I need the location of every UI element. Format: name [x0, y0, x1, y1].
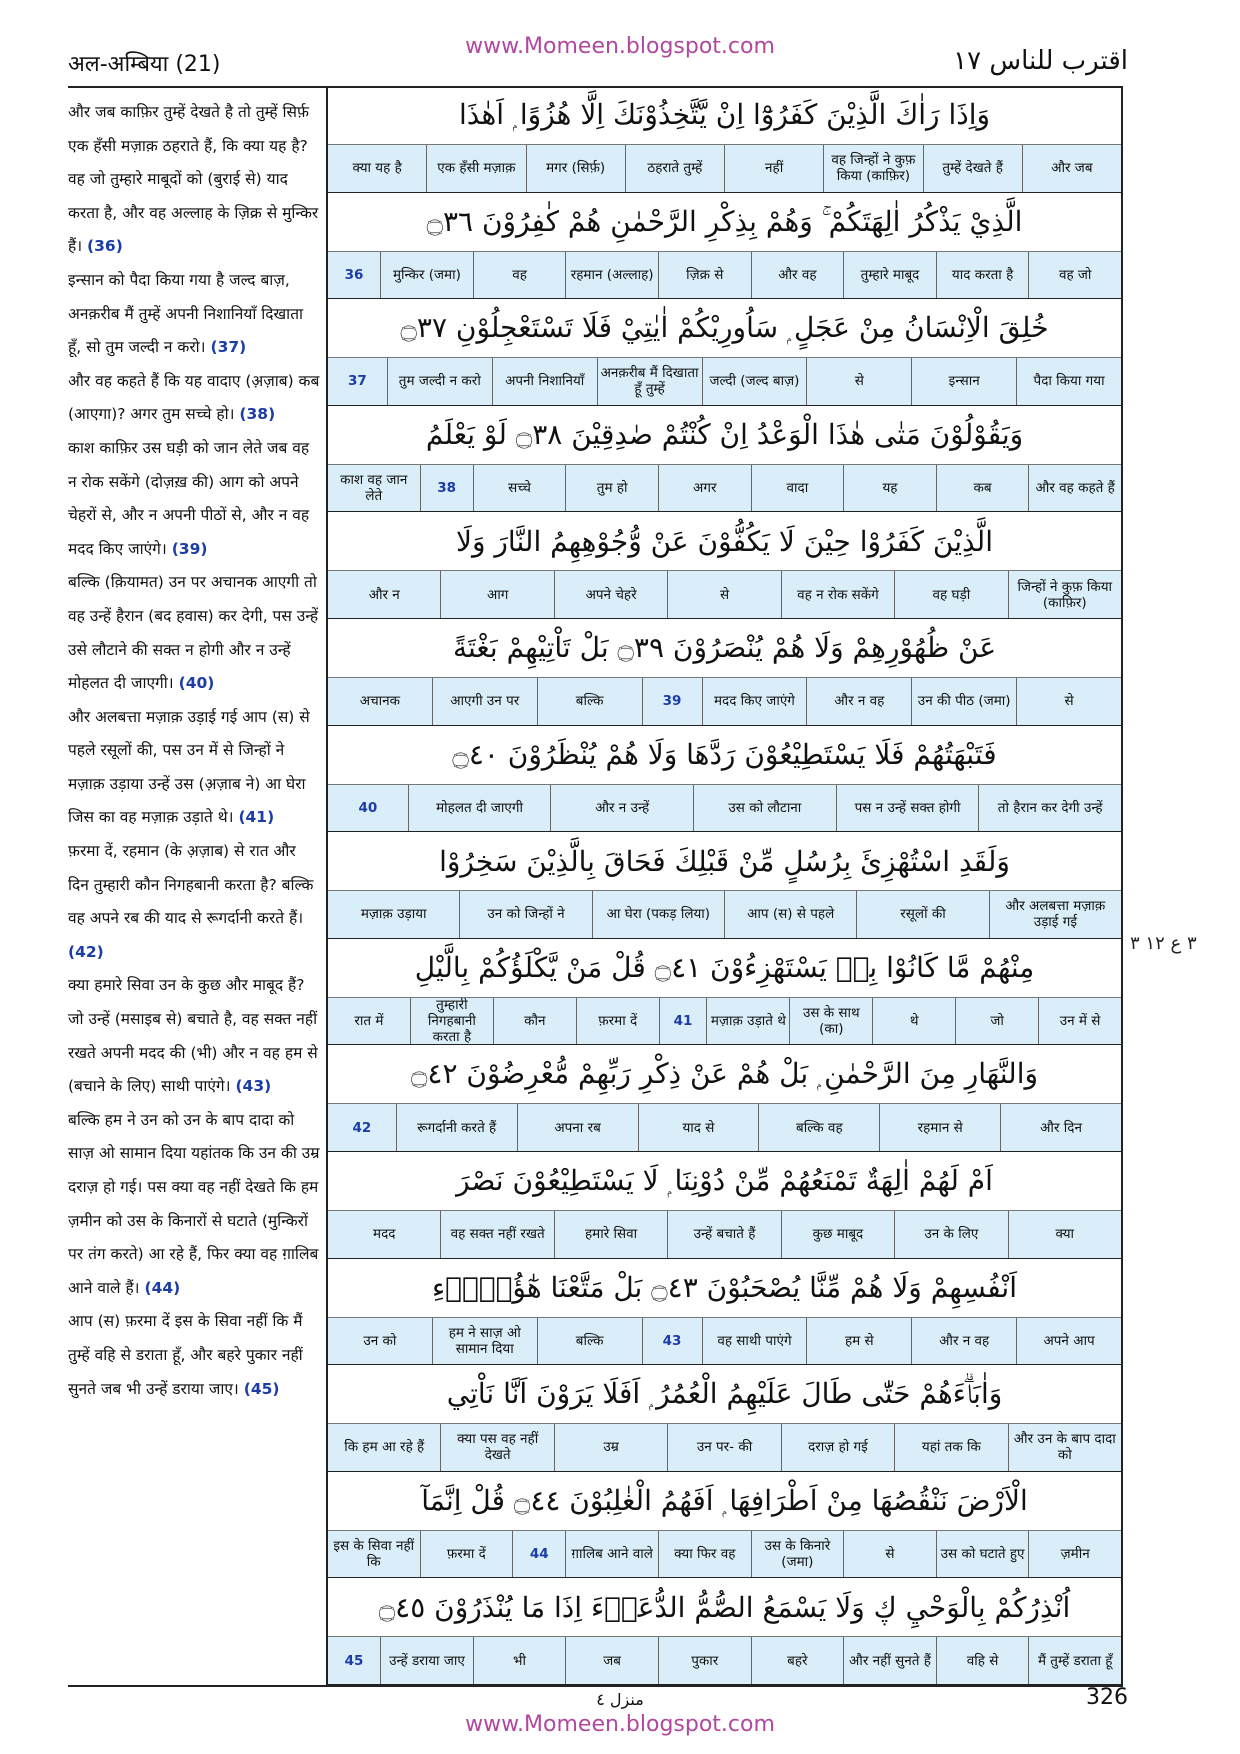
word-meaning-cell: तुम हो	[565, 465, 658, 512]
word-meaning-cell: हम से	[806, 1318, 911, 1365]
verse-number-cell: 43	[642, 1318, 702, 1365]
word-meaning-cell: रहमान (अल्लाह)	[565, 252, 658, 299]
word-meaning-cell: बल्कि	[537, 678, 642, 725]
word-meaning-cell: बल्कि वह	[758, 1104, 879, 1151]
word-meaning-cell: यह	[843, 465, 936, 512]
verse-number: (43)	[235, 1077, 272, 1096]
word-meaning-cell: मगर (सिर्फ़)	[526, 145, 625, 192]
word-meaning-row	[328, 1637, 1121, 1684]
arabic-line: فَتَبْهَتُهُمْ فَلَا يَسْتَطِيْعُوْنَ رَدَّهَا وَلَا هُمْ يُنْظَرُوْنَ ۝٤٠	[328, 726, 1121, 785]
word-meaning-cell: सच्चे	[473, 465, 566, 512]
word-meaning-cell: पुकार	[658, 1637, 751, 1684]
word-meaning-cell: तुम्हारे माबूद	[843, 252, 936, 299]
verse-block	[328, 1259, 1121, 1366]
word-meaning-cell: तुम जल्दी न करो	[387, 358, 492, 405]
word-meaning-row	[328, 465, 1121, 512]
manzil-label: منزل ٤	[596, 1690, 644, 1709]
word-meaning-cell: से	[806, 358, 911, 405]
word-meaning-cell: ज़िक्र से	[658, 252, 751, 299]
verse-number: (44)	[144, 1278, 181, 1297]
arabic-line: الْاَرْضَ نَنْقُصُهَا مِنْ اَطْرَافِهَا ۭ اَفَهُمُ الْغٰلِبُوْنَ ۝٤٤ قُلْ اِنَّمَآ	[328, 1472, 1121, 1531]
word-meaning-cell: उस के साथ (का)	[789, 998, 872, 1045]
verse-block	[328, 939, 1121, 1046]
word-meaning-cell: उन को	[363, 1332, 397, 1349]
word-meaning-cell: कौन	[493, 998, 576, 1045]
word-meaning-cell: जिन्हों ने कुफ़ किया (काफ़िर)	[1008, 571, 1121, 618]
word-meaning-cell: अपने चेहरे	[554, 571, 667, 618]
word-meaning-cell: वह साथी पाएंगे	[702, 1318, 807, 1365]
word-meaning-row	[328, 1318, 1121, 1365]
word-meaning-cell: याद से	[638, 1104, 759, 1151]
arabic-line: اُنْذِرُكُمْ بِالْوَحْيِ ڮ وَلَا يَسْمَعُ الصُّمُّ الدُّعَاۗءَ اِذَا مَا يُنْذَرُوْنَ ۝٤٥	[328, 1578, 1121, 1637]
verse-block	[328, 726, 1121, 833]
word-meaning-cell: कब	[936, 465, 1029, 512]
word-meaning-cell: और न वह	[911, 1318, 1016, 1365]
verse-number: (42)	[68, 942, 104, 961]
translation-text: और अलबत्ता मज़ाक़ उड़ाई गई आप (स) से पहले रसूलों की, पस उन में से जिन्हों ने मज़ाक़ उड़ाया उन्हें उस (अ़ज़ाब ने) आ घेरा जिस का वह मज़ाक़ उड़ाते थे।	[68, 707, 310, 827]
verse-number: (40)	[178, 674, 215, 693]
arabic-line: الَّذِيْ يَذْكُرُ اٰلِهَتَكُمْ ۚ وَهُمْ بِذِكْرِ الرَّحْمٰنِ هُمْ كٰفِرُوْنَ ۝٣٦	[328, 193, 1121, 252]
verse-block	[328, 1472, 1121, 1579]
verse-number-cell: 38	[420, 465, 473, 512]
translation-text: और वह कहते हैं कि यह वादाए (अ़ज़ाब) कब (आएगा)? अगर तुम सच्चे हो।	[68, 371, 320, 424]
verse-number: (36)	[87, 237, 123, 256]
word-meaning-cell: इस के सिवा नहीं कि	[333, 1538, 415, 1571]
verse-block	[328, 1365, 1121, 1472]
translation-paragraph	[68, 1305, 321, 1406]
word-meaning-cell: थे	[872, 998, 955, 1045]
translation-text: क्या हमारे सिवा उन के कुछ और माबूद हैं? जो उन्हें (मसाइब से) बचाते है, वह सक्त नहीं रखते अपनी मदद की (भी) और न वह हम से (बचाने के लिए) साथी पाएंगे।	[68, 976, 318, 1096]
word-meaning-cell: क्या पस वह नहीं देखते	[440, 1424, 553, 1471]
verse-number-cell: 42	[352, 1119, 372, 1136]
translation-paragraph	[68, 701, 321, 835]
translation-text: बल्कि हम ने उन को उन के बाप दादा को साज़ ओ सामान दिया यहांतक कि उन की उम्र दराज़ हो गई। पस क्या वह नहीं देखते कि हम ज़मीन को उस के किनारों से घटाते (मुन्किरों पर तंग करते) आ रहे हैं, फिर क्या वह ग़ालिब आने वाले हैं।	[68, 1110, 320, 1297]
word-meaning-cell: क्या	[1008, 1211, 1121, 1258]
word-meaning-cell: उन्हें बचाते हैं	[667, 1211, 780, 1258]
translation-text: आप (स) फ़रमा दें इस के सिवा नहीं कि मैं तुम्हें वहि से डराता हूँ, और बहरे पुकार नहीं सुनते जब भी उन्हें डराया जाए।	[68, 1312, 303, 1398]
word-meaning-cell: से	[1016, 678, 1121, 725]
word-meaning-cell: बल्कि	[537, 1318, 642, 1365]
word-meaning-cell: अनक़रीब मैं दिखाता हूँ तुम्हें	[597, 358, 702, 405]
translation-text: फ़रमा दें, रहमान (के अ़ज़ाब) से रात और दिन तुम्हारी कौन निगहबानी करता है? बल्कि वह अपने रब की याद से रूगर्दानी करते हैं।	[68, 842, 314, 928]
word-meaning-cell: जो	[955, 998, 1038, 1045]
arabic-line: وَيَقُوْلُوْنَ مَتٰى هٰذَا الْوَعْدُ اِنْ كُنْتُمْ صٰدِقِيْنَ ۝٣٨ لَوْ يَعْلَمُ	[328, 406, 1121, 465]
verse-block	[328, 86, 1121, 193]
verse-block	[328, 299, 1121, 406]
word-meaning-cell: वह सक्त नहीं रखते	[440, 1211, 553, 1258]
word-meaning-cell: एक हँसी मज़ाक़	[426, 145, 525, 192]
word-meaning-row	[328, 571, 1121, 618]
verse-block	[328, 512, 1121, 619]
word-meaning-cell: फ़रमा दें	[420, 1531, 513, 1578]
word-meaning-cell: उन्हें डराया जाए	[380, 1637, 473, 1684]
arabic-line: وَلَقَدِ اسْتُهْزِئَ بِرُسُلٍ مِّنْ قَبْلِكَ فَحَاقَ بِالَّذِيْنَ سَخِرُوْا	[328, 832, 1121, 891]
word-meaning-cell: और उन के बाप दादा को	[1008, 1424, 1121, 1471]
word-meaning-cell: क्या फिर वह	[658, 1531, 751, 1578]
word-meaning-cell: और न वह	[806, 678, 911, 725]
translation-paragraph	[68, 264, 321, 365]
word-meaning-cell: और दिन	[1000, 1104, 1121, 1151]
word-meaning-cell: आग	[440, 571, 553, 618]
translation-text: काश काफ़िर उस घड़ी को जान लेते जब वह न रोक सकेंगे (दोज़ख़ की) आग को अपने चेहरों से, और न अपनी पीठों से, और न वह मदद किए जाएंगे।	[68, 438, 310, 558]
word-meaning-cell: उस को घटाते हुए	[936, 1531, 1029, 1578]
word-meaning-row	[328, 1531, 1121, 1578]
word-meaning-cell: जब	[565, 1637, 658, 1684]
arabic-line: اَنْفُسِهِمْ وَلَا هُمْ مِّنَّا يُصْحَبُوْنَ ۝٤٣ بَلْ مَتَّعْنَا هٰٓؤُلَاۗءِ	[328, 1259, 1121, 1318]
word-meaning-cell: तुम्हारी निगहबानी करता है	[410, 998, 493, 1045]
word-meaning-cell: इन्सान	[911, 358, 1016, 405]
word-meaning-cell: याद करता है	[936, 252, 1029, 299]
word-meaning-cell: उम्र	[554, 1424, 667, 1471]
word-meaning-cell: मदद किए जाएंगे	[702, 678, 807, 725]
word-meaning-cell: और न	[368, 586, 400, 603]
translation-text: इन्सान को पैदा किया गया है जल्द बाज़, अनक़रीब मैं तुम्हें अपनी निशानियाँ दिखाता हूँ, सो तुम जल्दी न करो।	[68, 270, 304, 357]
verse-number-cell: 44	[512, 1531, 565, 1578]
word-meaning-cell: कि हम आ रहे हैं	[344, 1439, 425, 1456]
word-meaning-cell: और वह	[751, 252, 844, 299]
word-meaning-cell: उस के किनारे (जमा)	[751, 1531, 844, 1578]
word-meaning-cell: अपना रब	[517, 1104, 638, 1151]
word-meaning-cell: अचानक	[359, 693, 401, 710]
word-meaning-row	[328, 891, 1121, 938]
word-meaning-cell: और नहीं सुनते हैं	[843, 1637, 936, 1684]
word-meaning-row	[328, 785, 1121, 832]
word-meaning-cell: हम ने साज़ ओ सामान दिया	[432, 1318, 537, 1365]
translation-paragraph	[68, 835, 321, 969]
word-meaning-cell: वह घड़ी	[894, 571, 1007, 618]
verse-number: (39)	[171, 539, 208, 558]
word-meaning-cell: मज़ाक़ उड़ाते थे	[706, 998, 789, 1045]
verse-number: (38)	[239, 405, 276, 424]
word-meaning-cell: भी	[473, 1637, 566, 1684]
word-meaning-row	[328, 358, 1121, 405]
word-meaning-cell: काश वह जान लेते	[340, 472, 408, 505]
arabic-line: وَالنَّهَارِ مِنَ الرَّحْمٰنِ ۭ بَلْ هُمْ عَنْ ذِكْرِ رَبِّهِمْ مُّعْرِضُوْنَ ۝٤٢	[328, 1045, 1121, 1104]
word-meaning-cell: यहां तक कि	[894, 1424, 1007, 1471]
word-meaning-cell: वादा	[751, 465, 844, 512]
site-url-bottom[interactable]: www.Momeen.blogspot.com	[465, 1712, 775, 1737]
page-number: 326	[1086, 1685, 1128, 1710]
arabic-line: وَاٰبَاۗءَهُمْ حَتّٰى طَالَ عَلَيْهِمُ الْعُمُرُ ۭ اَفَلَا يَرَوْنَ اَنَّا نَاْتِي	[328, 1365, 1121, 1424]
word-meaning-cell: वहि से	[936, 1637, 1029, 1684]
verse-number: (45)	[243, 1379, 280, 1398]
word-meaning-cell: उन की पीठ (जमा)	[911, 678, 1016, 725]
word-meaning-cell: ग़ालिब आने वाले	[565, 1531, 658, 1578]
word-meaning-cell: से	[667, 571, 780, 618]
word-meaning-cell: जल्दी (जल्द बाज़)	[702, 358, 807, 405]
word-meaning-cell: अपने आप	[1016, 1318, 1121, 1365]
verse-block	[328, 193, 1121, 300]
translation-paragraph	[68, 432, 321, 566]
word-meaning-cell: अपनी निशानियाँ	[492, 358, 597, 405]
arabic-line: الَّذِيْنَ كَفَرُوْا حِيْنَ لَا يَكُفُّوْنَ عَنْ وُّجُوْهِهِمُ النَّارَ وَلَا	[328, 512, 1121, 571]
word-meaning-row	[328, 145, 1121, 192]
word-meaning-cell: उन पर- की	[667, 1424, 780, 1471]
word-meaning-cell: उन के लिए	[894, 1211, 1007, 1258]
verse-number-cell: 36	[344, 266, 364, 283]
word-meaning-cell: वह	[473, 252, 566, 299]
word-meaning-cell: मदद	[373, 1226, 396, 1243]
ruku-mark: ٣ ع ١٢ ٣	[1130, 933, 1197, 954]
word-meaning-cell: फ़रमा दें	[576, 998, 659, 1045]
bottom-rule	[68, 1685, 1123, 1687]
verse-number: (41)	[238, 808, 275, 827]
word-meaning-cell: वह जो	[1028, 252, 1121, 299]
word-meaning-row	[328, 678, 1121, 725]
word-meaning-cell: और जब	[1022, 145, 1121, 192]
word-meaning-cell: आप (स) से पहले	[724, 891, 856, 938]
word-meaning-cell: तुम्हें देखते हैं	[923, 145, 1022, 192]
word-meaning-row	[328, 998, 1121, 1045]
arabic-line: عَنْ ظُهُوْرِهِمْ وَلَا هُمْ يُنْصَرُوْنَ ۝٣٩ بَلْ تَاْتِيْهِمْ بَغْتَةً	[328, 619, 1121, 678]
word-meaning-cell: से	[843, 1531, 936, 1578]
word-meaning-row	[328, 252, 1121, 299]
verse-number-cell: 37	[348, 373, 367, 390]
word-meaning-cell: ज़मीन	[1028, 1531, 1121, 1578]
word-meaning-cell: वह जिन्हों ने कुफ़ किया (काफ़िर)	[823, 145, 922, 192]
verse-number: (37)	[210, 338, 247, 357]
word-meaning-cell: कुछ माबूद	[781, 1211, 894, 1258]
word-meaning-cell: अगर	[658, 465, 751, 512]
word-meaning-cell: पस न उन्हें सक्त होगी	[836, 785, 979, 832]
juz-title: اقترب للناس ١٧	[953, 46, 1128, 76]
word-meaning-cell: रात में	[354, 1013, 384, 1030]
surah-title: अल-अम्बिया (21)	[68, 52, 221, 77]
word-by-word-grid	[326, 86, 1123, 1685]
word-meaning-cell: ठहराते तुम्हें	[625, 145, 724, 192]
word-meaning-cell: रूगर्दानी करते हैं	[396, 1104, 517, 1151]
word-meaning-cell: पैदा किया गया	[1016, 358, 1121, 405]
word-meaning-cell: आ घेरा (पकड़ लिया)	[592, 891, 724, 938]
word-meaning-cell: और अलबत्ता मज़ाक़ उड़ाई गई	[989, 891, 1121, 938]
word-meaning-cell: उस को लौटाना	[693, 785, 836, 832]
word-meaning-cell: हमारे सिवा	[554, 1211, 667, 1258]
word-meaning-cell: उन को जिन्हों ने	[459, 891, 591, 938]
translation-paragraph	[68, 365, 321, 432]
translation-column	[68, 96, 321, 1406]
verse-number-cell: 45	[344, 1652, 364, 1669]
verse-number-cell: 41	[659, 998, 707, 1045]
word-meaning-cell: क्या यह है	[352, 160, 402, 177]
verse-block	[328, 1578, 1121, 1685]
word-meaning-cell: नहीं	[724, 145, 823, 192]
arabic-line: وَاِذَا رَاٰكَ الَّذِيْنَ كَفَرُوْٓا اِنْ يَّتَّخِذُوْنَكَ اِلَّا هُزُوًا ۭ اَهٰذَا	[328, 86, 1121, 145]
word-meaning-cell: तो हैरान कर देगी उन्हें	[978, 785, 1121, 832]
verse-block	[328, 406, 1121, 513]
word-meaning-cell: रसूलों की	[856, 891, 988, 938]
word-meaning-cell: वह न रोक सकेंगे	[781, 571, 894, 618]
word-meaning-cell: आएगी उन पर	[432, 678, 537, 725]
word-meaning-row	[328, 1424, 1121, 1471]
verse-block	[328, 832, 1121, 939]
translation-paragraph	[68, 566, 321, 700]
arabic-line: خُلِقَ الْاِنْسَانُ مِنْ عَجَلٍ ۭ سَاُورِيْكُمْ اٰيٰتِيْ فَلَا تَسْتَعْجِلُوْنِ ۝٣٧	[328, 299, 1121, 358]
arabic-line: اَمْ لَهُمْ اٰلِهَةٌ تَمْنَعُهُمْ مِّنْ دُوْنِنَا ۭ لَا يَسْتَطِيْعُوْنَ نَصْرَ	[328, 1152, 1121, 1211]
translation-text: और जब काफ़िर तुम्हें देखते है तो तुम्हें सिर्फ़ एक हँसी मज़ाक़ ठहराते हैं, कि क्या यह है? वह जो तुम्हारे माबूदों को (बुराई से) याद करता है, और वह अल्लाह के ज़िक्र से मुन्किर हैं।	[68, 103, 319, 256]
word-meaning-cell: बहरे	[751, 1637, 844, 1684]
word-meaning-cell: मुन्किर (जमा)	[380, 252, 473, 299]
word-meaning-cell: उन में से	[1038, 998, 1121, 1045]
translation-text: बल्कि (क़ियामत) उन पर अचानक आएगी तो वह उन्हें हैरान (बद हवास) कर देगी, पस उन्हें उसे लौटाने की सक्त न होगी और न उन्हें मोहलत दी जाएगी।	[68, 573, 319, 693]
word-meaning-cell: और वह कहते हैं	[1028, 465, 1121, 512]
arabic-line: مِنْهُمْ مَّا كَانُوْا بِهٖ يَسْتَهْزِءُوْنَ ۝٤١ قُلْ مَنْ يَّكْلَؤُكُمْ بِالَّيْلِ	[328, 939, 1121, 998]
verse-block	[328, 1152, 1121, 1259]
translation-paragraph	[68, 96, 321, 264]
word-meaning-cell: मज़ाक़ उड़ाया	[360, 906, 427, 923]
word-meaning-row	[328, 1211, 1121, 1258]
word-meaning-cell: दराज़ हो गई	[781, 1424, 894, 1471]
translation-paragraph	[68, 969, 321, 1103]
word-meaning-cell: मोहलत दी जाएगी	[408, 785, 551, 832]
word-meaning-cell: मैं तुम्हें डराता हूँ	[1028, 1637, 1121, 1684]
site-url-top[interactable]: www.Momeen.blogspot.com	[465, 34, 775, 59]
verse-block	[328, 619, 1121, 726]
verse-number-cell: 39	[642, 678, 702, 725]
word-meaning-cell: रहमान से	[879, 1104, 1000, 1151]
word-meaning-row	[328, 1104, 1121, 1151]
translation-paragraph	[68, 1104, 321, 1306]
word-meaning-cell: और न उन्हें	[550, 785, 693, 832]
verse-number-cell: 40	[358, 799, 378, 816]
verse-block	[328, 1045, 1121, 1152]
